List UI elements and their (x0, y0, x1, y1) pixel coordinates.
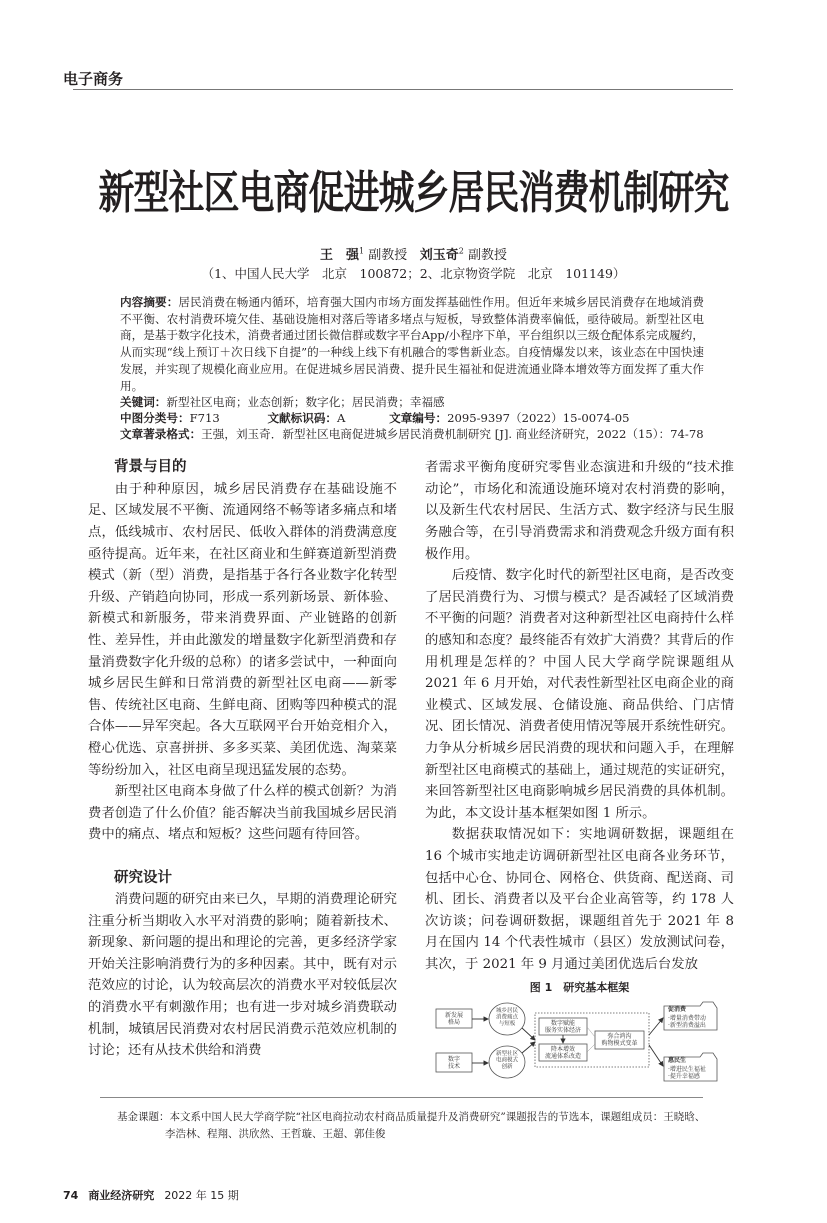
figure-label: 新发展 (444, 1012, 464, 1020)
abstract-block (120, 294, 704, 442)
paragraph: 者需求平衡角度研究零售业态演进和升级的“技术推动论”，市场化和流通设施环境对农村消费的影响，以及新生代农村居民、生活方式、数字经济与民生服务融合等，在引导消费需求和消费观念升级方面有积极作用。 (425, 460, 734, 562)
svg-text:数字技术 (448, 1055, 460, 1070)
figure-label: 促消费 (668, 1006, 687, 1014)
figure-label: 服务实体经济 (544, 1027, 582, 1035)
abstract-label: 内容摘要： (120, 295, 179, 309)
author-affil-mark: 2 (458, 246, 464, 256)
figure-label: 新型社区 (495, 1051, 519, 1058)
figure-title: 图 1 研究基本框架 (529, 981, 630, 995)
svg-text:惠民生 (668, 1056, 686, 1064)
keywords-text: 新型社区电商；业态创新；数字化；居民消费；幸福感 (166, 395, 445, 410)
figure-label: 电商模式 (495, 1057, 519, 1064)
footnote (117, 1109, 717, 1143)
figure-label: 购物模式变革 (601, 1040, 638, 1048)
classification (120, 410, 704, 426)
figure-label: ·增进民生福祉 (668, 1066, 706, 1074)
abstract (120, 294, 704, 394)
clc-value: F713 (189, 411, 220, 426)
affiliations: （1、中国人民大学 北京 100872；2、北京物资学院 北京 101149） (201, 266, 626, 281)
paragraph: 由于种种原因，城乡居民消费存在基础设施不足、区域发展不平衡、流通网络不畅等诸多痛点和堵点，低线城市、农村居民、低收入群体的消费满意度亟待提高。近年来，在社区商业和生鲜赛道新型消费模式（新（型）消费，是指基于各行各业数字化转型升级、产销趋向协同，形成一系列新场景、新体验、新模式和新服务，带来消费界面、产业链路的创新性、差异性，并由此激发的增量数字化新型消费和存量消费数字化升级的总称）的诸多尝试中，一种面向城乡居民生鲜和日常消费的新型社区电商——新零售、传统社区电商、生鲜电商、团购等四种模式的混合体——异军突起。各大互联网平台开始竞相介入，橙心优选、京喜拼拼、多多买菜、美团优选、淘菜菜等纷纷加入，社区电商呈现迅猛发展的态势。 (88, 481, 397, 778)
doc-code-label: 文献标识码： (267, 411, 338, 426)
citation-label: 文章著录格式： (120, 427, 202, 442)
figure-label: 惠民生 (668, 1057, 687, 1065)
figure-label: ·增量消费带动 (668, 1015, 706, 1023)
keywords (120, 394, 704, 410)
author-role: 副教授 (368, 248, 408, 263)
article-no-label: 文章编号： (389, 411, 448, 426)
framework-figure (425, 997, 734, 1089)
footnote-rule (100, 1097, 703, 1098)
author-name: 王 强 (320, 248, 360, 263)
paragraph: 消费问题的研究由来已久，早期的消费理论研究注重分析当期收入水平对消费的影响；随着新技术、新现象、新问题的提出和理论的完善，更多经济学家开始关注影响消费行为的多种因素。其中，既有对示范效应的讨论，认为较高层次的消费水平对较低层次的消费水平有刺激作用；也有进一步对城乡消费联动机制，城镇居民消费对农村居民消费示范效应机制的讨论；还有从技术供给和消费 (88, 892, 397, 1059)
abstract-text: 居民消费在畅通内循环，培育强大国内市场方面发挥基础性作用。但近年来城乡居民消费存在地域消费不平衡、农村消费环境欠佳、基础设施相对落后等诸多堵点与短板，导致整体消费率偏低，亟待破局。新型社区电商，是基于数字化技术，消费者通过团长微信群或数字平台App/小程序下单，平台组织以三级仓配体系完成履约，从而实现“线上预订＋次日线下自提”的一种线上线下有机融合的零售新业态。自疫情爆发以来，该业态在中国快速发展，并实现了规模化商业应用。在促进城乡居民消费、提升民生福祉和促进流通业降本增效等方面发挥了重大作用。 (120, 295, 704, 393)
footnote-line: 基金课题：本文系中国人民大学商学院“社区电商拉动农村商品质量提升及消费研究”课题报告的节选本，课题组成员：王晓晗、 (117, 1111, 706, 1124)
paragraph: 新型社区电商本身做了什么样的模式创新？为消费者创造了什么价值？能否解决当前我国城乡居民消费中的痛点、堵点和短板？这些问题有待回答。 (88, 784, 397, 843)
svg-text:促消费 (668, 1005, 687, 1013)
page-footer (63, 1189, 734, 1223)
figure-label: 城乡居民 (495, 1008, 519, 1015)
article-body (63, 294, 734, 1223)
journal-name: 商业经济研究 (88, 1189, 155, 1203)
author-role: 副教授 (467, 248, 507, 263)
header-rule (73, 89, 733, 90)
svg-text:·增量消费带动·新型消费溢出 (668, 1014, 706, 1029)
article-no-value: 2095-9397（2022）15-0074-05 (447, 411, 630, 426)
right-column (425, 457, 734, 1089)
author-name: 刘玉奇 (419, 248, 459, 263)
clc-label: 中图分类号： (120, 411, 190, 426)
figure-label: 技术 (447, 1063, 461, 1071)
footnote-line: 李浩林、程翔、洪欣然、王哲璇、王超、郭佳俊 (165, 1128, 386, 1141)
authors (0, 244, 827, 263)
figure-label: 流通体系改造 (544, 1053, 582, 1061)
figure-label: 弥合鸿沟 (607, 1033, 632, 1041)
figure-label: ·提升幸福感 (668, 1073, 700, 1081)
figure-label: 消费痛点 (495, 1014, 519, 1021)
figure-label: ·新型消费溢出 (668, 1022, 706, 1030)
figure-label: 数字 (447, 1056, 461, 1064)
paragraph: 数据获取情况如下：实地调研数据，课题组在 16 个城市实地走访调研新型社区电商各业务环节，包括中心仓、协同仓、网格仓、供货商、配送商、司机、团长、消费者以及平台企业高管等，约 178 人次访谈；问卷调研数据，课题组首先于 2021 年 8 月在国内 14 个代表性城市（县区）发放测试问卷，其次，于 2021 年 9 月通过美团优选后台发放 (425, 827, 734, 972)
paragraph: 后疫情、数字化时代的新型社区电商，是否改变了居民消费行为、习惯与模式？是否减轻了区域消费不平衡的问题？消费者对这种新型社区电商持什么样的感知和态度？最终能否有效扩大消费？其背后的作用机理是怎样的？中国人民大学商学院课题组从 2021 年 6 月开始，对代表性新型社区电商企业的商业模式、区域发展、仓储设施、商品供给、门店情况、团长情况、消费者使用情况等展开系统性研究。力争从分析城乡居民消费的现状和问题入手，在理解新型社区电商模式的基础上，通过规范的实证研究，来回答新型社区电商影响城乡居民消费的具体机制。为此，本文设计基本框架如图 1 所示。 (425, 568, 734, 821)
figure-label: 创新 (501, 1064, 513, 1071)
section-heading: 背景与目的 (114, 459, 187, 476)
left-column (88, 457, 397, 1062)
doc-code-value: A (337, 411, 346, 426)
svg-text:城乡居民消费痛点与短板 (496, 1006, 519, 1027)
article-title: 新型社区电商促进城乡居民消费机制研究 (98, 166, 729, 220)
author-affil-mark: 1 (359, 246, 365, 256)
issue: 2022 年 15 期 (164, 1189, 239, 1203)
figure-label: 格局 (447, 1019, 461, 1027)
figure-label: 数字赋能 (550, 1020, 576, 1028)
figure-label: 与短板 (498, 1021, 516, 1028)
section-heading: 研究设计 (114, 869, 172, 886)
section-label: 电子商务 (63, 70, 124, 88)
two-columns (88, 457, 734, 1089)
figure-label: 降本增效 (550, 1046, 576, 1054)
citation-text: 王强，刘玉奇．新型社区电商促进城乡居民消费机制研究 [J]. 商业经济研究，2022（15）：74-78 (201, 427, 704, 442)
citation (120, 426, 704, 442)
keywords-label: 关键词： (120, 395, 167, 410)
page-number: 74 (63, 1189, 79, 1203)
